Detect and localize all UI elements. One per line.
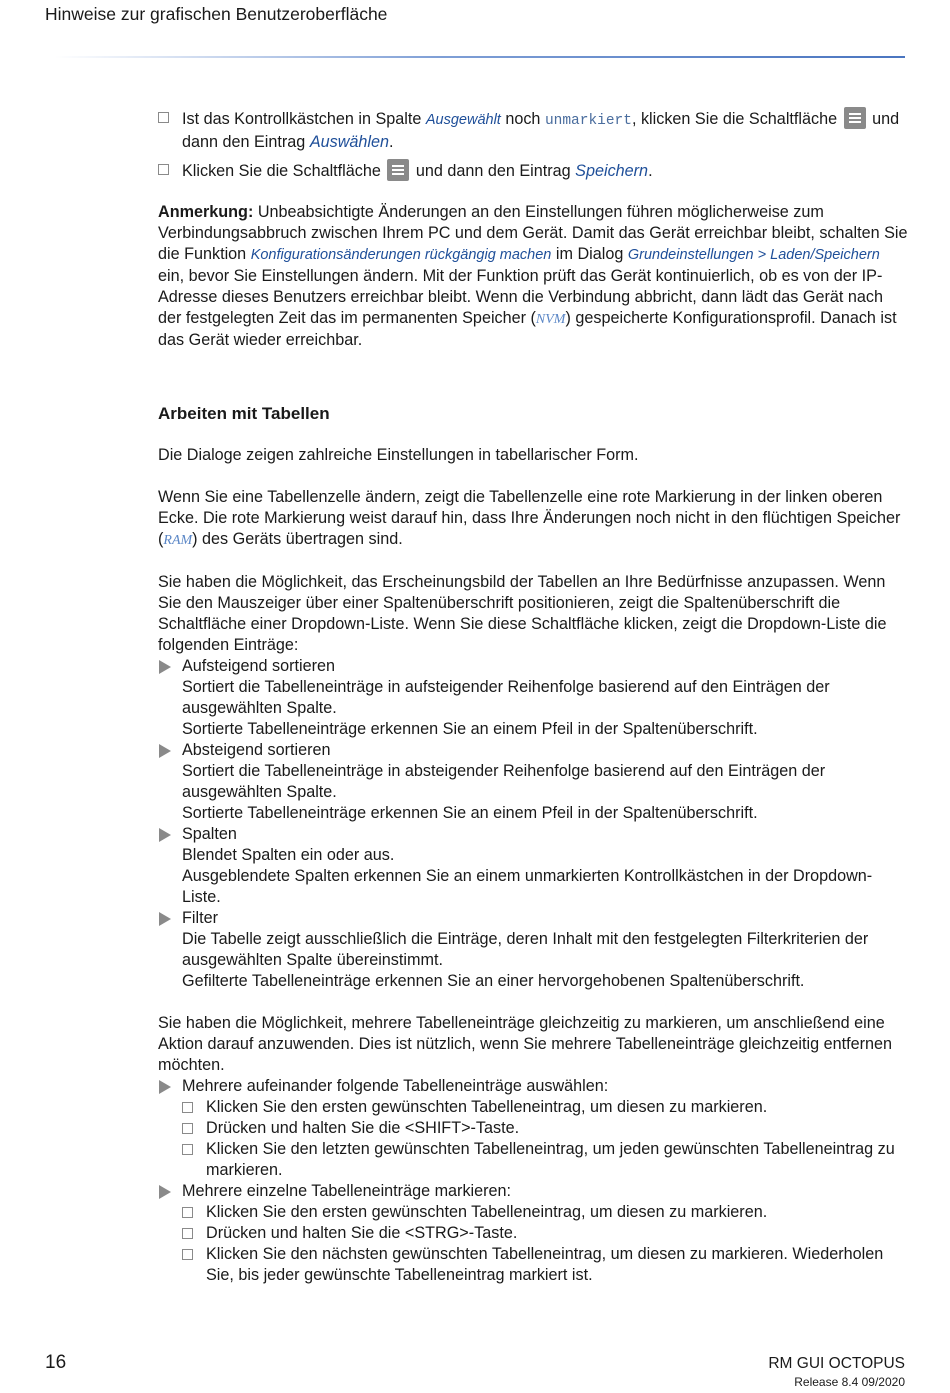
bullet-arrow-icon: [159, 828, 171, 842]
section-intro: Die Dialoge zeigen zahlreiche Einstellungen in tabellarischer Form.: [158, 446, 639, 464]
group-individual: Mehrere einzelne Tabelleneinträge markieren: Klicken Sie den ersten gewünschten Tabelleneintrag, um diesen zu markieren. Drücken und halten Sie die <STRG>-Taste. Klicken Sie den nächsten gewünschten Tabelleneintrag, um diesen zu markieren. Wiederholen Sie, bis jeder gewünschte Tabelleneintrag markiert ist.: [158, 1181, 908, 1286]
multi-select-paragraph: Sie haben die Möglichkeit, mehrere Tabelleneinträge gleichzeitig zu markieren, um anschließend eine Aktion darauf anzuwenden. Dies ist nützlich, wenn Sie mehrere Tabelleneinträge gleichzeitig entfernen möchten.: [158, 1014, 892, 1074]
sub-step: Klicken Sie den nächsten gewünschten Tabelleneintrag, um diesen zu markieren. Wiederholen Sie, bis jeder gewünschte Tabelleneintrag markiert ist.: [182, 1244, 908, 1286]
column-name: Ausgewählt: [425, 112, 501, 128]
sub-step: Drücken und halten Sie die <SHIFT>-Taste.: [182, 1118, 908, 1139]
abbr-nvm: NVM: [535, 312, 566, 327]
sub-step: Drücken und halten Sie die <STRG>-Taste.: [182, 1223, 908, 1244]
menu-entry: Speichern: [575, 162, 649, 180]
dialog-path: Grundeinstellungen > Laden/Speichern: [627, 247, 880, 263]
note-paragraph: Anmerkung: Unbeabsichtigte Änderungen an den Einstellungen führen möglicherweise zum Verbindungsabbruch zwischen Ihrem PC und dem Gerät. Damit das Gerät erreichbar bleibt, schalten Sie die Funktion Konfigurationsänderungen rückgängig machen im Dialog Grundeinstellungen > Laden/Speichern ein, bevor Sie Einstellungen ändern. Mit der Funktion prüft das Gerät kontinuierlich, ob es von der IP-Adresse dieses Benutzers erreichbar bleibt. Wenn die Verbindung abbricht, dann lädt das Gerät nach der festgelegten Zeit das im permanenten Speicher (NVM) gespeicherte Konfigurationsprofil. Danach ist das Gerät wieder erreichbar.: [158, 203, 908, 349]
function-name: Konfigurationsänderungen rückgängig machen: [250, 247, 552, 263]
red-marker-paragraph: Wenn Sie eine Tabellenzelle ändern, zeigt die Tabellenzelle eine rote Markierung in der linken oberen Ecke. Die rote Markierung weist darauf hin, dass Ihre Änderungen noch nicht in den flüchtigen Speicher (RAM) des Geräts übertragen sind.: [158, 488, 901, 548]
step-checkbox-icon: [182, 1228, 193, 1239]
step-save: Klicken Sie die Schaltfläche und dann den Eintrag Speichern.: [158, 159, 908, 182]
abbr-ram: RAM: [163, 533, 193, 548]
entry-filter: Filter Die Tabelle zeigt ausschließlich die Einträge, deren Inhalt mit den festgelegten Filterkriterien der ausgewählten Spalte übereinstimmt. Gefilterte Tabelleneinträge erkennen Sie an einer hervorgehobenen Spaltenüberschrift.: [158, 908, 908, 992]
entry-sort-ascending: Aufsteigend sortieren Sortiert die Tabelleneinträge in aufsteigender Reihenfolge basierend auf den Einträgen der ausgewählten Spalte. Sortierte Tabelleneinträge erkennen Sie an einem Pfeil in der Spaltenüberschrift.: [158, 656, 908, 740]
bullet-arrow-icon: [159, 660, 171, 674]
page-header-title: Hinweise zur grafischen Benutzeroberfläche: [45, 4, 388, 24]
step-checkbox-icon: [182, 1102, 193, 1113]
step-checkbox-icon: [182, 1207, 193, 1218]
page-number: 16: [45, 1352, 67, 1373]
bullet-arrow-icon: [159, 912, 171, 926]
entry-sort-descending: Absteigend sortieren Sortiert die Tabelleneinträge in absteigender Reihenfolge basierend auf den Einträgen der ausgewählten Spalte. Sortierte Tabelleneinträge erkennen Sie an einem Pfeil in der Spaltenüberschrift.: [158, 740, 908, 824]
bullet-arrow-icon: [159, 744, 171, 758]
section-heading: Arbeiten mit Tabellen: [158, 404, 330, 423]
group-consecutive: Mehrere aufeinander folgende Tabelleneinträge auswählen: Klicken Sie den ersten gewünschten Tabelleneintrag, um diesen zu markieren. Drücken und halten Sie die <SHIFT>-Taste. Klicken Sie den letzten gewünschten Tabelleneintrag, um jeden gewünschten Tabelleneintrag zu markieren.: [158, 1076, 908, 1181]
step-select-checkbox: Ist das Kontrollkästchen in Spalte Ausgewählt noch unmarkiert, klicken Sie die Schaltfläche und dann den Eintrag Auswählen.: [158, 107, 908, 153]
step-checkbox-icon: [158, 112, 169, 123]
step-checkbox-icon: [182, 1123, 193, 1134]
dropdown-entries: [158, 656, 908, 992]
bullet-arrow-icon: [159, 1185, 171, 1199]
menu-entry: Auswählen: [309, 133, 390, 151]
header-divider: [55, 56, 905, 58]
footer-product-title: RM GUI OCTOPUS: [768, 1355, 905, 1372]
sub-step: Klicken Sie den ersten gewünschten Tabelleneintrag, um diesen zu markieren.: [182, 1202, 908, 1223]
step-checkbox-icon: [158, 164, 169, 175]
document-body: [158, 107, 908, 1286]
bullet-arrow-icon: [159, 1080, 171, 1094]
step-checkbox-icon: [182, 1249, 193, 1260]
footer-release: Release 8.4 09/2020: [794, 1375, 905, 1389]
appearance-paragraph: Sie haben die Möglichkeit, das Erscheinungsbild der Tabellen an Ihre Bedürfnisse anzupassen. Wenn Sie den Mauszeiger über einer Spaltenüberschrift positionieren, zeigt die Spaltenüberschrift die Schaltfläche einer Dropdown-Liste. Wenn Sie diese Schaltfläche klicken, zeigt die Dropdown-Liste die folgenden Einträge:: [158, 573, 887, 654]
sub-step: Klicken Sie den letzten gewünschten Tabelleneintrag, um jeden gewünschten Tabelleneintrag zu markieren.: [182, 1139, 908, 1181]
note-label: Anmerkung:: [158, 203, 254, 221]
step-checkbox-icon: [182, 1144, 193, 1155]
state-value: unmarkiert: [544, 113, 632, 129]
entry-columns: Spalten Blendet Spalten ein oder aus. Ausgeblendete Spalten erkennen Sie an einem unmarkierten Kontrollkästchen in der Dropdown-Liste.: [158, 824, 908, 908]
menu-button-icon: [844, 107, 866, 129]
menu-button-icon: [387, 159, 409, 181]
sub-step: Klicken Sie den ersten gewünschten Tabelleneintrag, um diesen zu markieren.: [182, 1097, 908, 1118]
